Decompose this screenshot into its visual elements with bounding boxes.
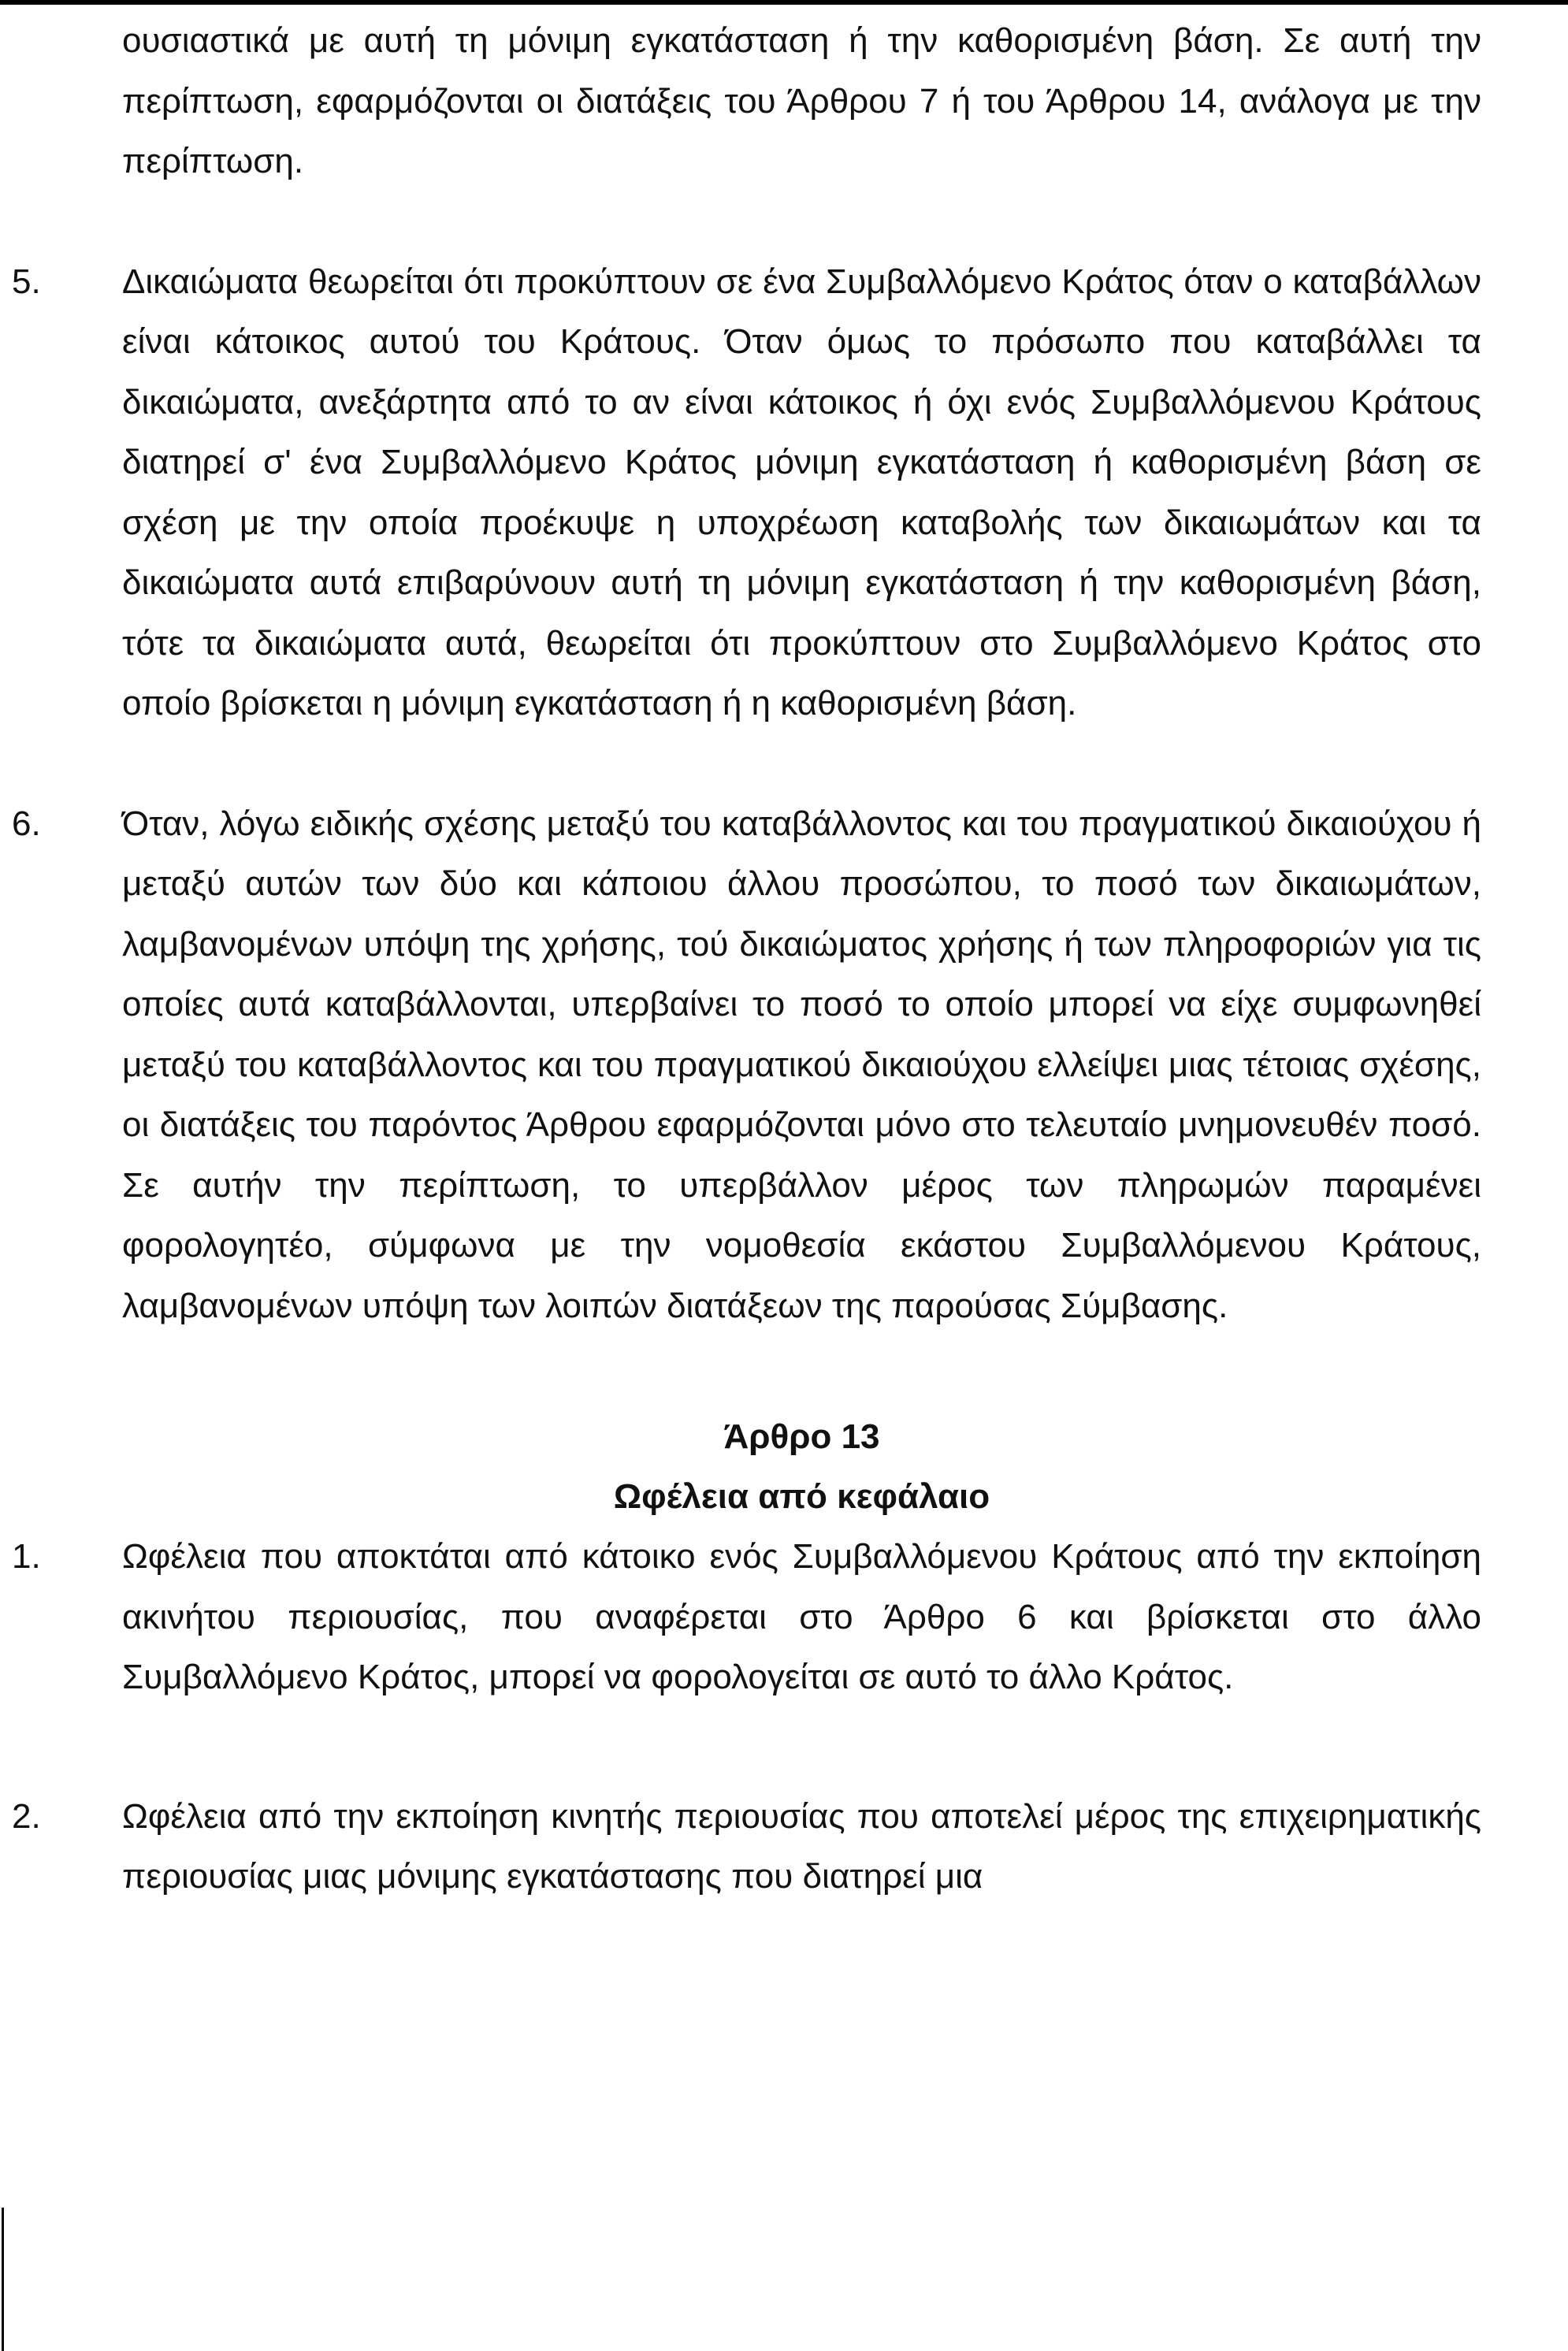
paragraph-number: 5. xyxy=(12,262,41,301)
paragraph-text: ουσιαστικά με αυτή τη μόνιμη εγκατάσταση ή την καθορισμένη βάση. Σε αυτή την περίπτωση, εφαρμόζονται οι διατάξεις του Άρθρου 7 ή του Άρθρου 14, ανάλογα με την περίπτωση. xyxy=(122,21,1481,180)
scan-left-margin-line xyxy=(2,2208,4,2351)
paragraph-text: Όταν, λόγω ειδικής σχέσης μεταξύ του καταβάλλοντος και του πραγματικού δικαιούχου ή μεταξύ αυτών των δύο και κάποιου άλλου προσώπου, το ποσό των δικαιωμάτων, λαμβανομένων υπόψη της χρήσης, τού δικαιώματος χρήσης ή των πληροφοριών για τις οποίες αυτά καταβάλλονται, υπερβαίνει το ποσό το οποίο μπορεί να είχε συμφωνηθεί μεταξύ του καταβάλλοντος και του πραγματικού δικαιούχου ελλείψει μιας τέτοιας σχέσης, οι διατάξεις του παρόντος Άρθρου εφαρμόζονται μόνο στο τελευταίο μνημονευθέν ποσό. Σε αυτήν την περίπτωση, το υπερβάλλον μέρος των πληρωμών παραμένει φορολογητέο, σύμφωνα με την νομοθεσία εκάστου Συμβαλλόμενου Κράτους, λαμβανομένων υπόψη των λοιπών διατάξεων της παρούσας Σύμβασης. xyxy=(122,804,1481,1325)
paragraph-5 xyxy=(12,252,1481,734)
paragraph-6 xyxy=(12,794,1481,1337)
document-page xyxy=(0,11,1568,1907)
paragraph-number: 1. xyxy=(12,1537,41,1576)
article-paragraph-1 xyxy=(12,1527,1481,1708)
paragraph-number: 2. xyxy=(12,1796,41,1836)
article-subtitle: Ωφέλεια από κεφάλαιο xyxy=(613,1477,990,1516)
continuation-paragraph xyxy=(122,11,1481,192)
paragraph-text: Ωφέλεια από την εκποίηση κινητής περιουσίας που αποτελεί μέρος της επιχειρηματικής περιουσίας μιας μόνιμης εγκατάστασης που διατηρεί μια xyxy=(122,1796,1481,1896)
article-title: Άρθρο 13 xyxy=(723,1417,880,1456)
article-paragraph-2 xyxy=(12,1787,1481,1907)
paragraph-text: Ωφέλεια που αποκτάται από κάτοικο ενός Συμβαλλόμενου Κράτους από την εκποίηση ακινήτου περιουσίας, που αναφέρεται στο Άρθρο 6 και βρίσκεται στο άλλο Συμβαλλόμενο Κράτος, μπορεί να φορολογείται σε αυτό το άλλο Κράτος. xyxy=(122,1537,1481,1696)
paragraph-number: 6. xyxy=(12,804,41,843)
paragraph-text: Δικαιώματα θεωρείται ότι προκύπτουν σε ένα Συμβαλλόμενο Κράτος όταν ο καταβάλλων είναι κάτοικος αυτού του Κράτους. Όταν όμως το πρόσωπο που καταβάλλει τα δικαιώματα, ανεξάρτητα από το αν είναι κάτοικος ή όχι ενός Συμβαλλόμενου Κράτους διατηρεί σ' ένα Συμβαλλόμενο Κράτος μόνιμη εγκατάσταση ή καθορισμένη βάση σε σχέση με την οποία προέκυψε η υποχρέωση καταβολής των δικαιωμάτων και τα δικαιώματα αυτά επιβαρύνουν αυτή τη μόνιμη εγκατάσταση ή την καθορισμένη βάση, τότε τα δικαιώματα αυτά, θεωρείται ότι προκύπτουν στο Συμβαλλόμενο Κράτος στο οποίο βρίσκεται η μόνιμη εγκατάσταση ή η καθορισμένη βάση. xyxy=(122,262,1481,722)
scan-top-border xyxy=(0,0,1568,5)
